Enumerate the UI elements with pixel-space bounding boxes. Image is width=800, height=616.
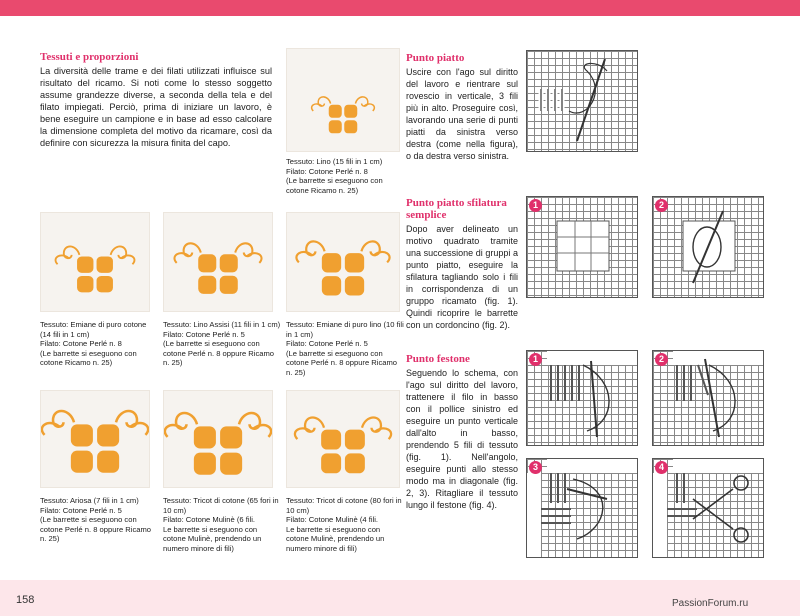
watermark: PassionForum.ru: [672, 598, 749, 609]
figure-number-badge: 2: [655, 353, 668, 366]
sample-photo-4: [286, 212, 400, 312]
embroidery-motif-icon: [164, 213, 272, 311]
embroidery-motif-icon: [41, 213, 149, 311]
sample-caption-7: Tessuto: Tricot di cotone (80 fori in 10 cm) Filato: Cotone Mulinè (4 fili. Le barrette si eseguono con cotone Mulinè, prendendo un numero minore di fili): [286, 496, 402, 553]
figure-number-badge: 3: [529, 461, 542, 474]
sample-caption-6: Tessuto: Tricot di cotone (65 fori in 10 cm) Filato: Cotone Mulinè (6 fili. Le barrette si eseguono con cotone Mulinè, prendendo un numero minore di fili): [163, 496, 279, 553]
section-punto-festone: [406, 353, 518, 511]
sample-caption-5: Tessuto: Ariosa (7 fili in 1 cm) Filato: Cotone Perlé n. 5 (Le barrette si eseguono con cotone Perlé n. 8 oppure Ricamo n. 25): [40, 496, 152, 544]
diagram-punto-piatto: [526, 50, 638, 152]
section-body: Dopo aver delineato un motivo quadrato tramite una successione di gruppi a punto piatto, eseguire la sfilatura tagliando solo i fili in corrispondenza di un gruppo ricamato (fig. 1). Quindi ricoprire le barrette con un cordoncino (fig. 2).: [406, 224, 518, 330]
sample-caption-4: Tessuto: Emiane di puro lino (10 fili in 1 cm) Filato: Cotone Perlé n. 5 (Le barrette si eseguono con cotone Perlé n. 8 oppure Ricamo n. 25): [286, 320, 404, 377]
sample-photo-5: [40, 390, 150, 488]
figure-number-badge: 1: [529, 353, 542, 366]
figure-number-badge: 2: [655, 199, 668, 212]
embroidery-motif-icon: [287, 49, 399, 151]
scissors-icon: [653, 459, 763, 557]
top-color-bar: [0, 0, 800, 16]
sample-photo-2: [40, 212, 150, 312]
section-title: Punto piatto: [406, 52, 465, 64]
sample-caption-1: Tessuto: Lino (15 fili in 1 cm) Filato: Cotone Perlé n. 8 (Le barrette si eseguono con cotone Ricamo n. 25): [286, 157, 383, 195]
sample-photo-6: [163, 390, 273, 488]
sample-photo-1: [286, 48, 400, 152]
needle-cording-icon: [653, 197, 763, 297]
sample-photo-3: [163, 212, 273, 312]
sample-photo-7: [286, 390, 400, 488]
section-title: Punto festone: [406, 353, 470, 365]
intro-title: Tessuti e proporzioni: [40, 51, 139, 63]
section-punto-piatto: [406, 52, 518, 162]
diagram-festone-fig-2: [652, 350, 764, 446]
intro-block: [40, 51, 272, 149]
embroidery-motif-icon: [287, 213, 399, 311]
needle-stitch-icon: [527, 51, 637, 151]
diagram-sfilatura-fig-1: [526, 196, 638, 298]
page-number: 158: [16, 594, 35, 606]
embroidery-motif-icon: [41, 391, 149, 487]
section-title: Punto piatto sfilatura semplice: [406, 197, 507, 221]
figure-number-badge: 4: [655, 461, 668, 474]
sample-caption-3: Tessuto: Lino Assisi (11 fili in 1 cm) Filato: Cotone Perlé n. 5 (Le barrette si eseguono con cotone Perlé n. 8 oppure Ricamo n. 25): [163, 320, 281, 368]
embroidery-motif-icon: [287, 391, 399, 487]
section-body: Uscire con l'ago sul diritto del lavoro e rientrare sul rovescio in verticale, 3 fili più in alto. Proseguire così, lavorando una serie di punti piatti da sinistra verso destra (come nella figura), o da destra verso sinistra.: [406, 67, 518, 161]
diagram-festone-fig-1: [526, 350, 638, 446]
section-body: Seguendo lo schema, con l'ago sul diritto del lavoro, trattenere il filo in basso con il pollice sinistro ed eseguire un punto verticale dall'alto in basso, prendendo 5 fili di tessuto (fig. 1). Nell'angolo, eseguire punti allo stesso modo ma in diagonale (fig. 2, 3). Ritagliare il tessuto lungo il festone (fig. 4).: [406, 368, 518, 510]
diagram-festone-fig-4: [652, 458, 764, 558]
sample-caption-2: Tessuto: Emiane di puro cotone (14 fili in 1 cm) Filato: Cotone Perlé n. 8 (Le barrette si eseguono con cotone Ricamo n. 25): [40, 320, 147, 368]
intro-body: La diversità delle trame e dei filati utilizzati influisce sul risultato del ricamo. Si noti come lo stesso soggetto assume grandezze diverse, a seconda della tela e del filato impiegati. Perciò, prima di iniziare un lavoro, è bene eseguire un campione e in base ad esso calcolare la dimensione completa del motivo da ricamare, così da definire con sicurezza la misura finita del capo.: [40, 66, 272, 148]
buttonhole-stitch-icon: [527, 351, 637, 445]
embroidery-motif-icon: [164, 391, 272, 487]
figure-number-badge: 1: [529, 199, 542, 212]
diagram-festone-fig-3: [526, 458, 638, 558]
buttonhole-corner-icon: [653, 351, 763, 445]
buttonhole-diagonal-icon: [527, 459, 637, 557]
diagram-sfilatura-fig-2: [652, 196, 764, 298]
section-punto-piatto-sfilatura: [406, 197, 518, 331]
drawn-thread-square-icon: [527, 197, 637, 297]
